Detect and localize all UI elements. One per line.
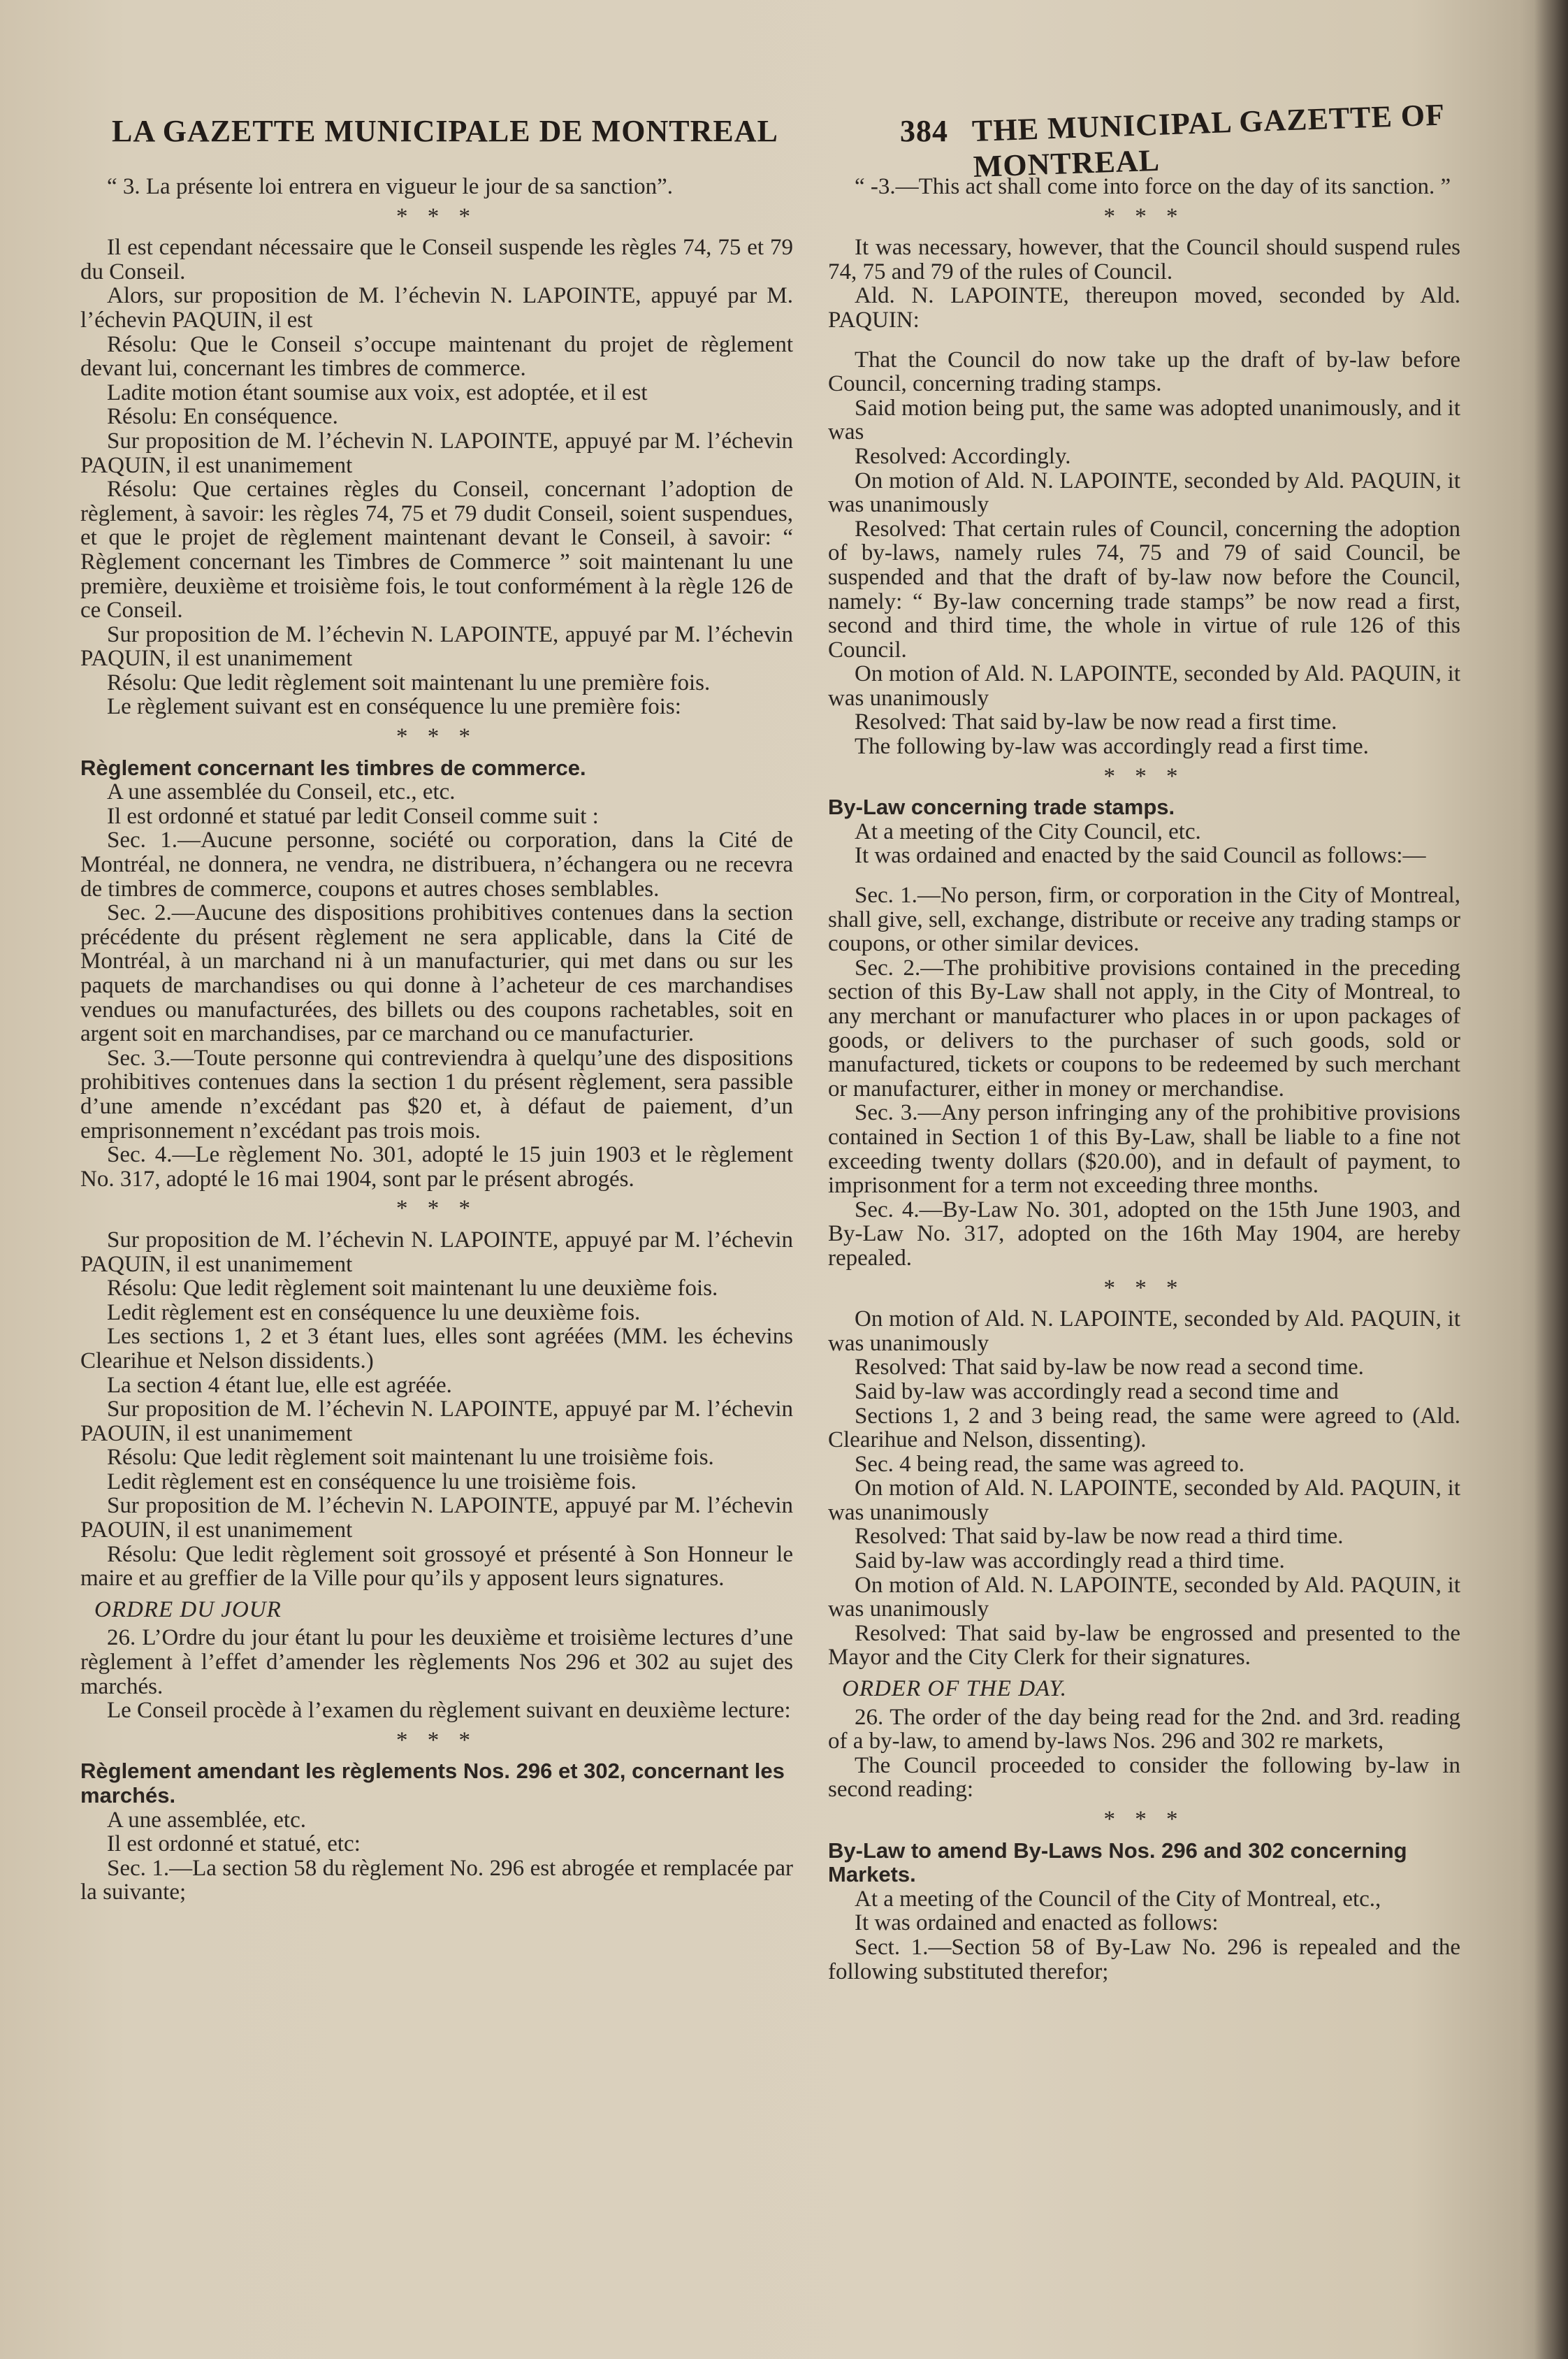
- page-header: [112, 97, 1481, 184]
- order-of-day-heading: ORDER OF THE DAY.: [842, 1676, 1067, 1702]
- paragraph: That the Council do now take up the draft of by-law before Council, concerning trading stamps.: [828, 347, 1460, 397]
- paragraph: On motion of Ald. N. LAPOINTE, seconded by Ald. PAQUIN, it was unanimously: [828, 1306, 1460, 1356]
- paragraph: Sec. 4.—Le règlement No. 301, adopté le 15 juin 1903 et le règlement No. 317, adopté le 16 mai 1904, sont par le présent abrogés.: [80, 1142, 793, 1192]
- section-heading: By-Law to amend By-Laws Nos. 296 and 302 concerning Markets.: [828, 1838, 1407, 1887]
- paragraph: A une assemblée du Conseil, etc., etc.: [107, 779, 456, 805]
- header-french-title: LA GAZETTE MUNICIPALE DE MONTREAL: [112, 114, 778, 148]
- page-number: 384: [900, 114, 948, 148]
- order-of-day-heading: ORDRE DU JOUR: [94, 1596, 282, 1622]
- paragraph: La section 4 étant lue, elle est agréée.: [107, 1372, 452, 1398]
- section-separator: * * *: [396, 203, 477, 229]
- paragraph: Sec. 1.—La section 58 du règlement No. 296 est abrogée et remplacée par la suivante;: [80, 1855, 793, 1905]
- paragraph: The Council proceeded to consider the following by-law in second reading:: [828, 1752, 1460, 1803]
- header-english-title: THE MUNICIPAL GAZETTE OF MONTREAL: [971, 97, 1445, 184]
- paragraph: Alors, sur proposition de M. l’échevin N. LAPOINTE, appuyé par M. l’échevin PAQUIN, il est: [80, 283, 793, 333]
- paragraph: Sec. 4.—By-Law No. 301, adopted on the 15th June 1903, and By-Law No. 317, adopted on the 16th May 1904, are hereby repealed.: [828, 1197, 1460, 1271]
- paragraph: On motion of Ald. N. LAPOINTE, seconded by Ald. PAQUIN, it was unanimously: [828, 468, 1460, 518]
- paragraph: Il est ordonné et statué par ledit Conseil comme suit :: [107, 803, 599, 829]
- paragraph: Ledit règlement est en conséquence lu une troisième fois.: [107, 1469, 637, 1494]
- paragraph: Said by-law was accordingly read a second time and: [855, 1378, 1339, 1404]
- paragraph: Resolved: That said by-law be engrossed and presented to the Mayor and the City Clerk for their signatures.: [828, 1620, 1460, 1671]
- paragraph: On motion of Ald. N. LAPOINTE, seconded by Ald. PAQUIN, it was unanimously: [828, 661, 1460, 711]
- paragraph: 26. L’Ordre du jour étant lu pour les deuxième et troisième lectures d’une règlement à l’effet d’amender les règlements Nos 296 et 302 au sujet des marchés.: [80, 1625, 793, 1699]
- paragraph: On motion of Ald. N. LAPOINTE, seconded by Ald. PAQUIN, it was unanimously: [828, 1572, 1460, 1622]
- paragraph: Le règlement suivant est en conséquence lu une première fois:: [107, 694, 681, 720]
- paragraph: Resolved: That said by-law be now read a third time.: [855, 1524, 1344, 1550]
- french-column: [80, 175, 793, 1905]
- paragraph: Ald. N. LAPOINTE, thereupon moved, seconded by Ald. PAQUIN:: [828, 283, 1460, 333]
- paragraph: At a meeting of the Council of the City of Montreal, etc.,: [855, 1886, 1381, 1912]
- paragraph: Resolved: Accordingly.: [855, 443, 1071, 469]
- paragraph: Le Conseil procède à l’examen du règlement suivant en deuxième lecture:: [107, 1698, 791, 1724]
- paragraph: “ 3. La présente loi entrera en vigueur le jour de sa sanction”.: [107, 174, 673, 199]
- section-separator: * * *: [396, 724, 477, 750]
- section-heading: By-Law concerning trade stamps.: [828, 795, 1175, 820]
- paragraph: It was ordained and enacted as follows:: [855, 1910, 1219, 1936]
- paragraph: Les sections 1, 2 et 3 étant lues, elles sont agréées (MM. les échevins Clearihue et Nelson dissidents.): [80, 1324, 793, 1373]
- paragraph: Said motion being put, the same was adopted unanimously, and it was: [828, 395, 1460, 445]
- paragraph: It was ordained and enacted by the said Council as follows:—: [855, 843, 1426, 869]
- paragraph: Sur proposition de M. l’échevin N. LAPOINTE, appuyé par M. l’échevin PAOUIN, il est unanimement: [80, 1493, 793, 1543]
- paragraph: Résolu: Que ledit règlement soit maintenant lu une deuxième fois.: [107, 1276, 718, 1301]
- section-separator: * * *: [1103, 1275, 1185, 1301]
- paragraph: Résolu: Que ledit règlement soit grossoyé et présenté à Son Honneur le maire et au greffier de la Ville pour qu’ils y apposent leurs signatures.: [80, 1541, 793, 1592]
- paragraph: Sur proposition de M. l’échevin N. LAPOINTE, appuyé par M. l’échevin PAOUIN, il est unanimement: [80, 1397, 793, 1446]
- paragraph: Resolved: That said by-law be now read a second time.: [855, 1355, 1364, 1380]
- section-separator: * * *: [1103, 1807, 1185, 1832]
- paragraph: Sec. 3.—Any person infringing any of the prohibitive provisions contained in Section 1 of this By-Law, shall be liable to a fine not exceeding twenty dollars ($20.00), and in default of payment, to imprisonment for a term not exceeding three months.: [828, 1100, 1460, 1199]
- paragraph: Il est ordonné et statué, etc:: [107, 1831, 361, 1857]
- section-separator: * * *: [1103, 763, 1185, 789]
- paragraph: Résolu: En conséquence.: [107, 404, 338, 430]
- paragraph: Sur proposition de M. l’échevin N. LAPOINTE, appuyé par M. l’échevin PAQUIN, il est unanimement: [80, 428, 793, 478]
- paragraph: On motion of Ald. N. LAPOINTE, seconded by Ald. PAQUIN, it was unanimously: [828, 1476, 1460, 1525]
- paragraph: Sec. 2.—The prohibitive provisions contained in the preceding section of this By-Law shall not apply, in the City of Montreal, to any merchant or manufacturer who places in or upon packages of goods, or delivers to the purchaser of such goods, sold or manufactured, tickets or coupons to be redeemed by such merchant or manufacturer, either in money or merchandise.: [828, 955, 1460, 1102]
- paragraph: Ledit règlement est en conséquence lu une deuxième fois.: [107, 1299, 641, 1325]
- paragraph: It was necessary, however, that the Council should suspend rules 74, 75 and 79 of the rules of Council.: [828, 235, 1460, 284]
- spacer: [828, 868, 1460, 883]
- paragraph: A une assemblée, etc.: [107, 1807, 306, 1833]
- paragraph: Sec. 3.—Toute personne qui contreviendra à quelqu’une des dispositions prohibitives contenues dans la section 1 du présent règlement, sera passible d’une amende n’excédant pas $20 et, à défaut de paiement, d’un emprisonnement n’excédant pas trois mois.: [80, 1045, 793, 1144]
- paragraph: Résolu: Que ledit règlement soit maintenant lu une première fois.: [107, 670, 711, 695]
- paragraph: Sec. 4 being read, the same was agreed to.: [855, 1451, 1245, 1477]
- paragraph: Resolved: That said by-law be now read a first time.: [855, 709, 1337, 735]
- paragraph: Sur proposition de M. l’échevin N. LAPOINTE, appuyé par M. l’échevin PAQUIN, il est unanimement: [80, 1227, 793, 1277]
- section-heading: Règlement amendant les règlements Nos. 296 et 302, concernant les marchés.: [80, 1759, 785, 1808]
- paragraph: At a meeting of the City Council, etc.: [855, 818, 1201, 844]
- paragraph: Résolu: Que certaines règles du Conseil, concernant l’adoption de règlement, à savoir: les règles 74, 75 et 79 dudit Conseil, soient suspendues, et que le projet de règlement maintenant devant le Conseil, à savoir: “ Règlement concernant les Timbres de Commerce ” soit maintenant lu une première, deuxième et troisième fois, le tout conformément à la règle 126 de ce Conseil.: [80, 477, 793, 623]
- paragraph: Il est cependant nécessaire que le Conseil suspende les règles 74, 75 et 79 du Conseil.: [80, 235, 793, 284]
- paragraph: Sec. 1.—Aucune personne, société ou corporation, dans la Cité de Montréal, ne donnera, ne vendra, ne distribuera, n’échangera ou ne recevra de timbres de commerce, coupons et autres choses semblables.: [80, 828, 793, 902]
- page-edge-shadow: [1534, 0, 1568, 2359]
- section-separator: * * *: [396, 1727, 477, 1753]
- section-separator: * * *: [396, 1196, 477, 1222]
- paragraph: Résolu: Que le Conseil s’occupe maintenant du projet de règlement devant lui, concernant les timbres de commerce.: [80, 331, 793, 382]
- paragraph: Resolved: That certain rules of Council, concerning the adoption of by-laws, namely rules 74, 75 and 79 of said Council, be suspended and that the draft of by-law now before the Council, namely: “ By-law concerning trade stamps” be now read a first, second and third time, the whole in virtue of rule 126 of this Council.: [828, 516, 1460, 663]
- paragraph: 26. The order of the day being read for the 2nd. and 3rd. reading of a by-law, to amend by-laws Nos. 296 and 302 re markets,: [828, 1704, 1460, 1754]
- paragraph: Said by-law was accordingly read a third time.: [855, 1548, 1285, 1574]
- paragraph: Sec. 1.—No person, firm, or corporation in the City of Montreal, shall give, sell, exchange, distribute or receive any trading stamps or coupons, or other similar devices.: [828, 883, 1460, 957]
- paragraph: Sur proposition de M. l’échevin N. LAPOINTE, appuyé par M. l’échevin PAQUIN, il est unanimement: [80, 621, 793, 672]
- paragraph: Sect. 1.—Section 58 of By-Law No. 296 is repealed and the following substituted therefor;: [828, 1934, 1460, 1984]
- spacer: [828, 333, 1460, 348]
- paragraph: “ -3.—This act shall come into force on the day of its sanction. ”: [855, 174, 1451, 199]
- paragraph: Sec. 2.—Aucune des dispositions prohibitives contenues dans la section précédente du présent règlement ne sera applicable, dans la Cité de Montréal, à un marchand ni à un manufacturier, qui met dans ou sur les paquets de marchandises ou qui donne à l’acheteur de ces marchandises vendues ou manufacturées, des billets ou des coupons rachetables, soit en argent soit en marchandises, par ce marchand ou ce manufacturier.: [80, 900, 793, 1047]
- section-separator: * * *: [1103, 203, 1185, 229]
- section-heading: Règlement concernant les timbres de commerce.: [80, 755, 586, 780]
- paragraph: Ladite motion étant soumise aux voix, est adoptée, et il est: [107, 380, 648, 405]
- paragraph: Résolu: Que ledit règlement soit maintenant lu une troisième fois.: [107, 1445, 714, 1471]
- paragraph: Sections 1, 2 and 3 being read, the same were agreed to (Ald. Clearihue and Nelson, dissenting).: [828, 1403, 1460, 1453]
- paragraph: The following by-law was accordingly read a first time.: [855, 734, 1369, 760]
- english-column: [828, 175, 1460, 1984]
